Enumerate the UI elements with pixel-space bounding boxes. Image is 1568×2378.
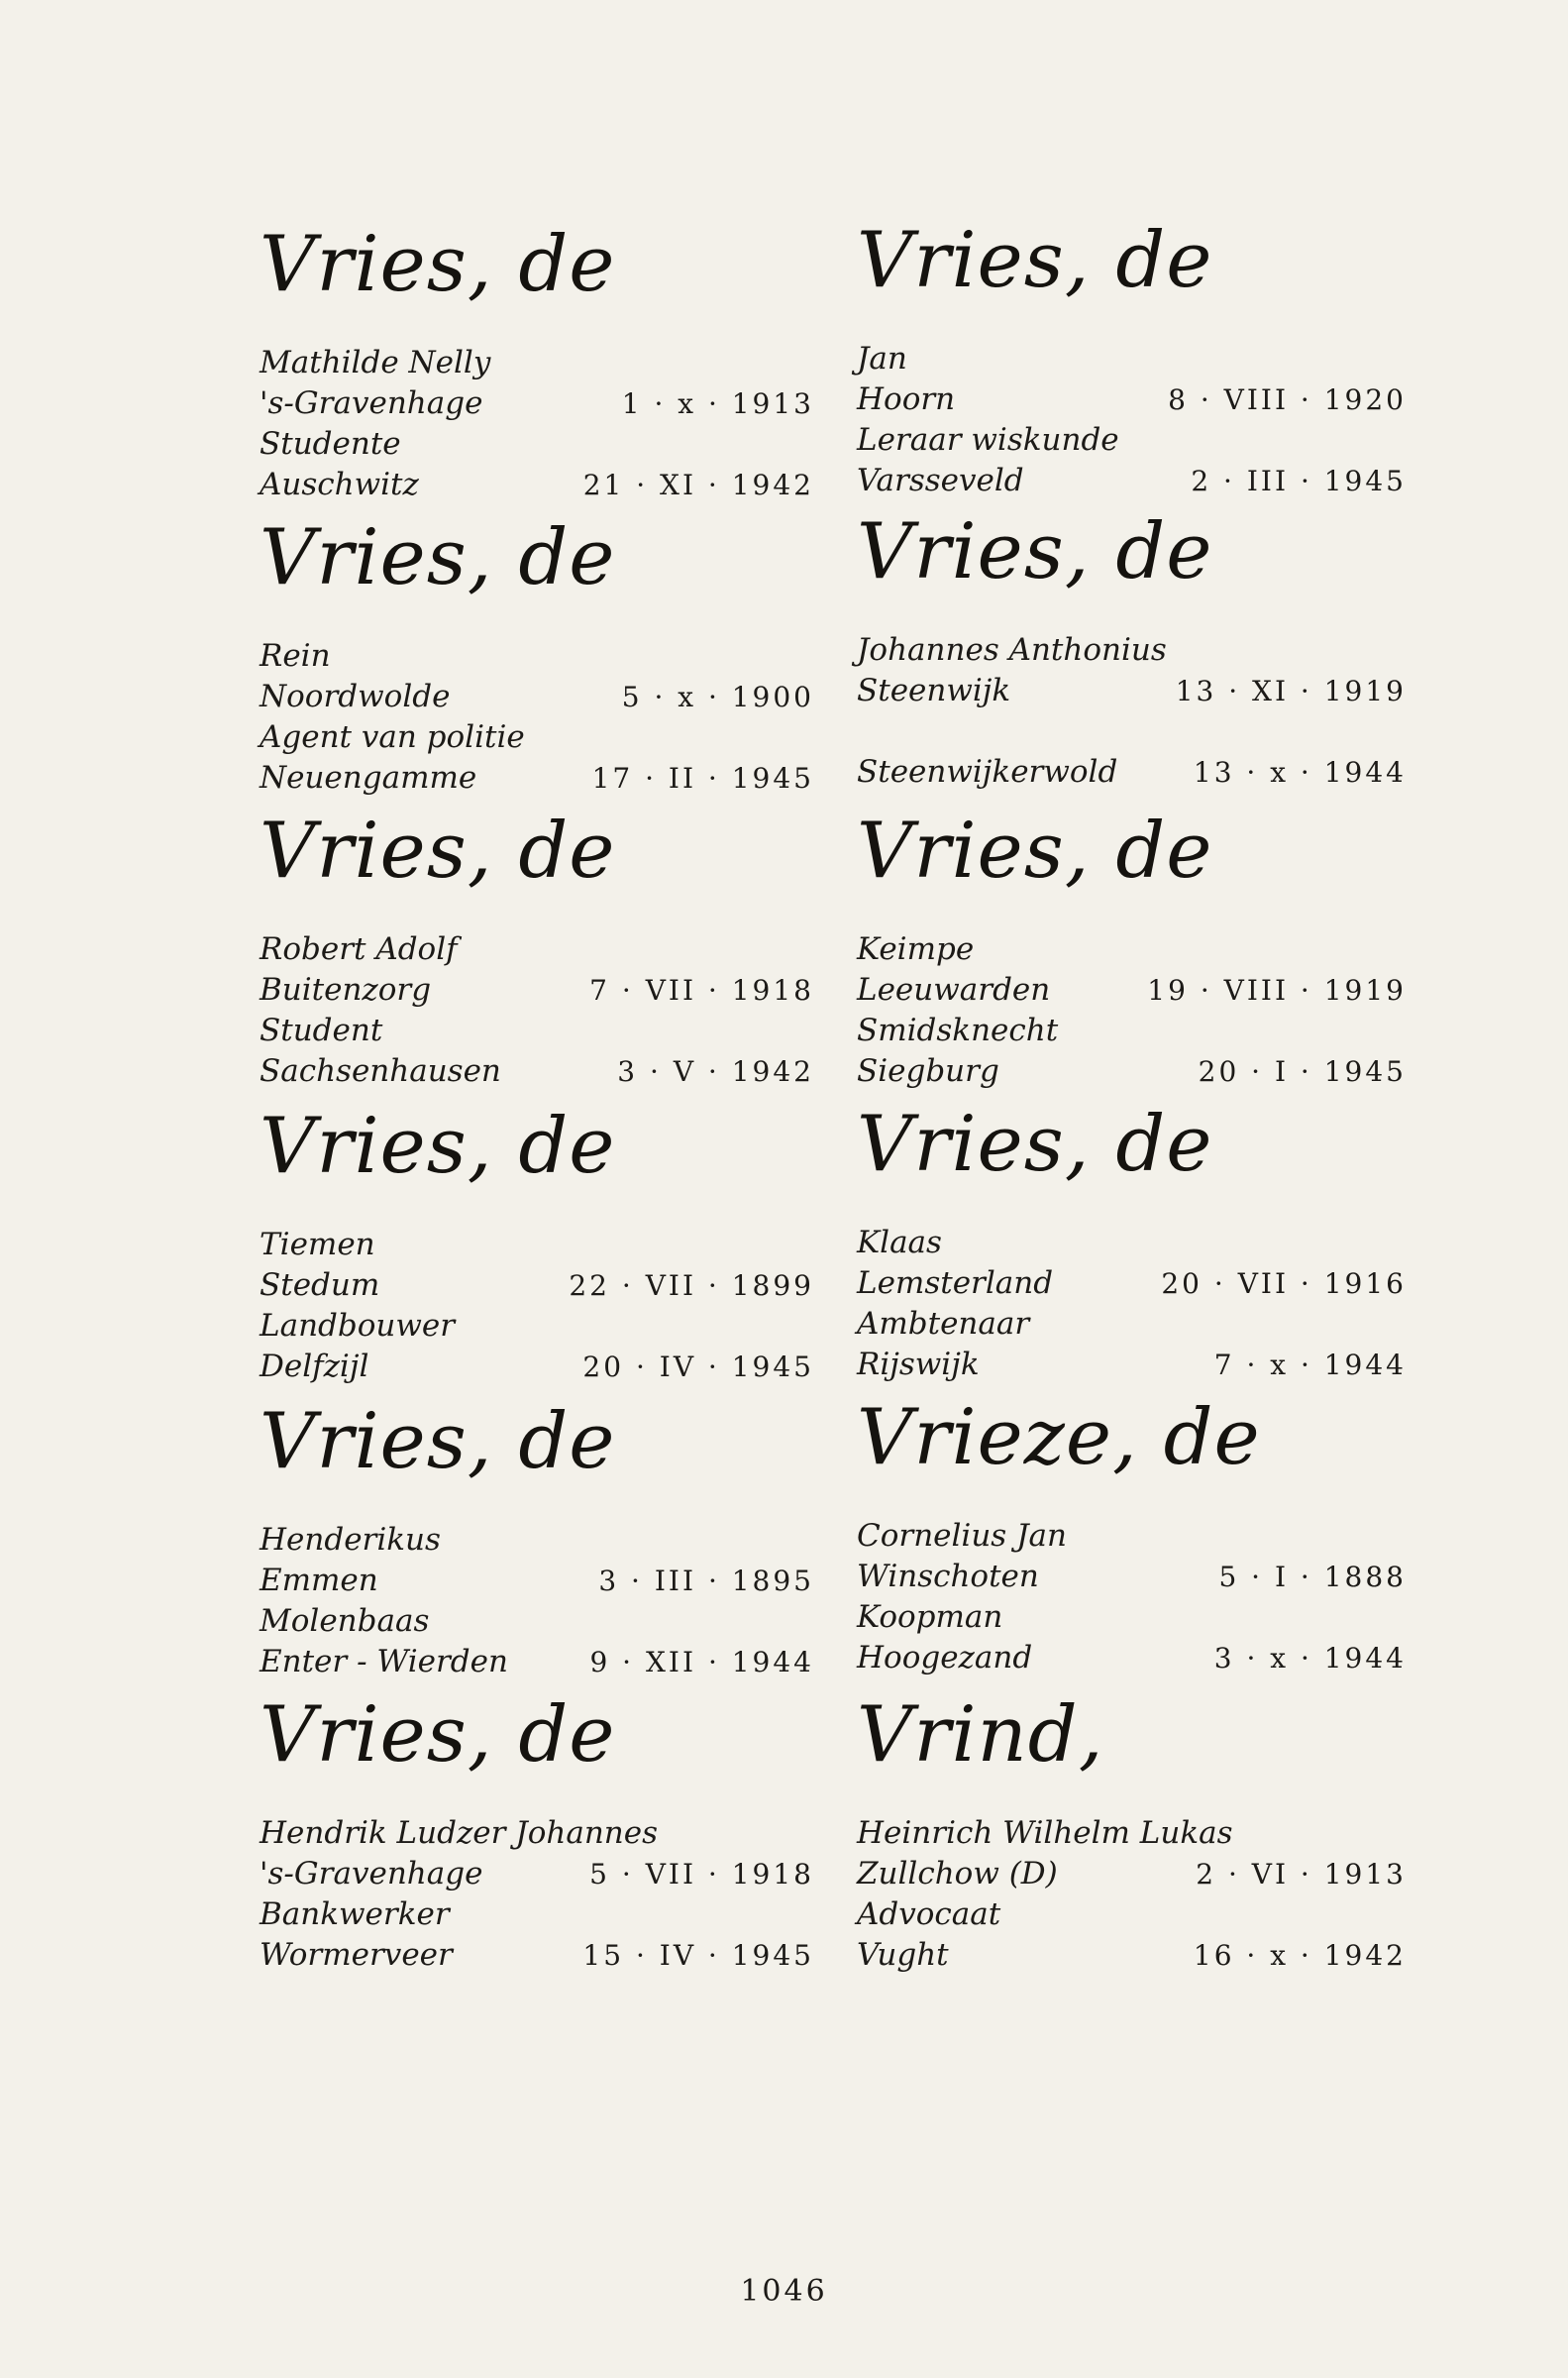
occupation: Landbouwer [260,1308,456,1344]
entry-card [260,1690,814,1976]
entry-details [260,636,814,799]
occupation-line [260,1601,814,1642]
occupation-line [857,420,1407,461]
death-place: Auschwitz [260,467,419,502]
entry-card [260,807,814,1092]
entry-details [857,1516,1407,1678]
occupation: Advocaat [857,1896,1001,1932]
entry-details [857,1223,1407,1385]
death-line [260,1347,814,1387]
entry-surname: Vries, de [260,513,616,602]
occupation: Student [260,1013,383,1048]
name-line [260,929,814,970]
birth-date: 2 · VI · 1913 [1196,1858,1407,1891]
page-number: 1046 [740,2274,828,2309]
birth-place: Zullchow (D) [857,1856,1058,1892]
death-place: Rijswijk [857,1347,980,1382]
entry-card [857,1100,1407,1385]
entry-card [260,1102,814,1387]
death-line [260,1935,814,1976]
death-date: 9 · XII · 1944 [589,1646,814,1678]
occupation: Ambtenaar [857,1306,1030,1342]
death-line [857,1345,1407,1385]
entry-details [260,1520,814,1682]
occupation-line [260,717,814,758]
name-line [857,929,1407,970]
entry-details [857,339,1407,501]
birth-line [260,970,814,1011]
birth-place: Winschoten [857,1559,1039,1594]
birth-date: 5 · x · 1900 [621,681,814,713]
birth-line [857,1854,1407,1894]
given-names: Cornelius Jan [857,1518,1067,1554]
name-line [260,636,814,677]
entry-card [260,1397,814,1682]
death-line [260,1051,814,1092]
birth-date: 5 · I · 1888 [1218,1561,1407,1593]
birth-line [260,383,814,424]
birth-line [260,677,814,717]
birth-date: 22 · VII · 1899 [569,1269,814,1302]
death-place: Wormerveer [260,1937,453,1973]
name-line [857,1516,1407,1557]
occupation-line [857,711,1407,752]
entry-card [857,1393,1407,1678]
occupation: Koopman [857,1599,1003,1635]
occupation-line [857,1011,1407,1051]
death-line [857,1051,1407,1092]
occupation-line [857,1894,1407,1935]
given-names: Robert Adolf [260,931,458,967]
given-names: Keimpe [857,931,975,967]
birth-line [857,671,1407,711]
occupation: Studente [260,426,401,462]
name-line [857,630,1407,671]
birth-place: Emmen [260,1563,378,1598]
occupation-line [260,424,814,465]
occupation-line [260,1894,814,1935]
birth-line [857,1263,1407,1304]
death-date: 3 · x · 1944 [1213,1642,1407,1675]
entry-surname: Vries, de [260,1397,616,1486]
death-date: 15 · IV · 1945 [582,1939,814,1972]
birth-place: 's-Gravenhage [260,1856,483,1892]
death-date: 20 · I · 1945 [1198,1055,1407,1088]
entry-card [857,807,1407,1092]
entry-surname: Vries, de [260,807,616,896]
death-place: Steenwijkerwold [857,754,1118,790]
name-line [260,1813,814,1854]
entry-details [260,1225,814,1387]
entry-surname: Vrieze, de [857,1393,1261,1482]
entry-surname: Vries, de [857,507,1213,596]
entry-card [857,1690,1407,1976]
entry-details [260,343,814,505]
birth-line [857,379,1407,420]
entry-card [857,507,1407,793]
death-date: 2 · III · 1945 [1191,465,1407,497]
entry-details [857,630,1407,793]
birth-date: 19 · VIII · 1919 [1147,974,1407,1007]
birth-place: Buitenzorg [260,972,432,1008]
occupation-line [857,1304,1407,1345]
death-line [857,752,1407,793]
given-names: Mathilde Nelly [260,345,491,380]
birth-place: 's-Gravenhage [260,385,483,421]
entry-surname: Vries, de [260,1102,616,1191]
occupation-line [857,1597,1407,1638]
death-date: 21 · XI · 1942 [582,469,814,501]
entry-surname: Vries, de [857,1100,1213,1189]
entry-details [857,929,1407,1092]
occupation: Molenbaas [260,1603,430,1639]
birth-place: Stedum [260,1267,380,1303]
entry-surname: Vries, de [260,220,616,309]
birth-date: 13 · XI · 1919 [1175,675,1407,707]
birth-date: 1 · x · 1913 [621,387,814,420]
name-line [857,1223,1407,1263]
entry-details [260,1813,814,1976]
birth-date: 3 · III · 1895 [598,1565,814,1597]
given-names: Jan [857,341,907,377]
name-line [260,1520,814,1561]
given-names: Johannes Anthonius [857,632,1167,668]
name-line [857,1813,1407,1854]
entry-surname: Vrind, [857,1690,1104,1780]
entry-card [260,513,814,799]
death-date: 7 · x · 1944 [1213,1349,1407,1381]
death-line [260,1642,814,1682]
birth-place: Steenwijk [857,673,1011,708]
death-place: Vught [857,1937,949,1973]
birth-place: Hoorn [857,381,956,417]
given-names: Klaas [857,1225,942,1260]
death-date: 16 · x · 1942 [1193,1939,1407,1972]
name-line [260,343,814,383]
death-date: 20 · IV · 1945 [582,1351,814,1383]
death-place: Varsseveld [857,463,1024,498]
entry-details [857,1813,1407,1976]
death-line [857,1638,1407,1678]
name-line [857,339,1407,379]
given-names: Henderikus [260,1522,441,1558]
birth-line [857,1557,1407,1597]
birth-place: Lemsterland [857,1265,1054,1301]
given-names: Rein [260,638,331,674]
birth-line [260,1265,814,1306]
given-names: Tiemen [260,1227,375,1262]
death-line [260,758,814,799]
birth-date: 8 · VIII · 1920 [1168,383,1407,416]
death-line [260,465,814,505]
entry-surname: Vries, de [857,807,1213,896]
death-date: 17 · II · 1945 [591,762,814,795]
birth-line [260,1854,814,1894]
occupation-line [260,1306,814,1347]
entry-card [260,220,814,505]
birth-place: Noordwolde [260,679,451,714]
death-date: 13 · x · 1944 [1193,756,1407,789]
death-line [857,1935,1407,1976]
death-date: 3 · V · 1942 [617,1055,814,1088]
birth-line [260,1561,814,1601]
occupation-line [260,1011,814,1051]
death-place: Delfzijl [260,1349,369,1384]
birth-date: 5 · VII · 1918 [589,1858,814,1891]
given-names: Hendrik Ludzer Johannes [260,1815,659,1851]
birth-place: Leeuwarden [857,972,1051,1008]
death-place: Enter - Wierden [260,1644,508,1679]
birth-line [857,970,1407,1011]
death-place: Siegburg [857,1053,999,1089]
entry-details [260,929,814,1092]
occupation: Smidsknecht [857,1013,1059,1048]
occupation: Agent van politie [260,719,525,755]
entry-surname: Vries, de [857,216,1213,305]
death-line [857,461,1407,501]
birth-date: 20 · VII · 1916 [1161,1267,1407,1300]
death-place: Hoogezand [857,1640,1033,1675]
death-place: Sachsenhausen [260,1053,501,1089]
entry-surname: Vries, de [260,1690,616,1780]
occupation: Bankwerker [260,1896,450,1932]
occupation: Leraar wiskunde [857,422,1119,458]
name-line [260,1225,814,1265]
given-names: Heinrich Wilhelm Lukas [857,1815,1233,1851]
birth-date: 7 · VII · 1918 [589,974,814,1007]
death-place: Neuengamme [260,760,477,796]
entry-card [857,216,1407,501]
